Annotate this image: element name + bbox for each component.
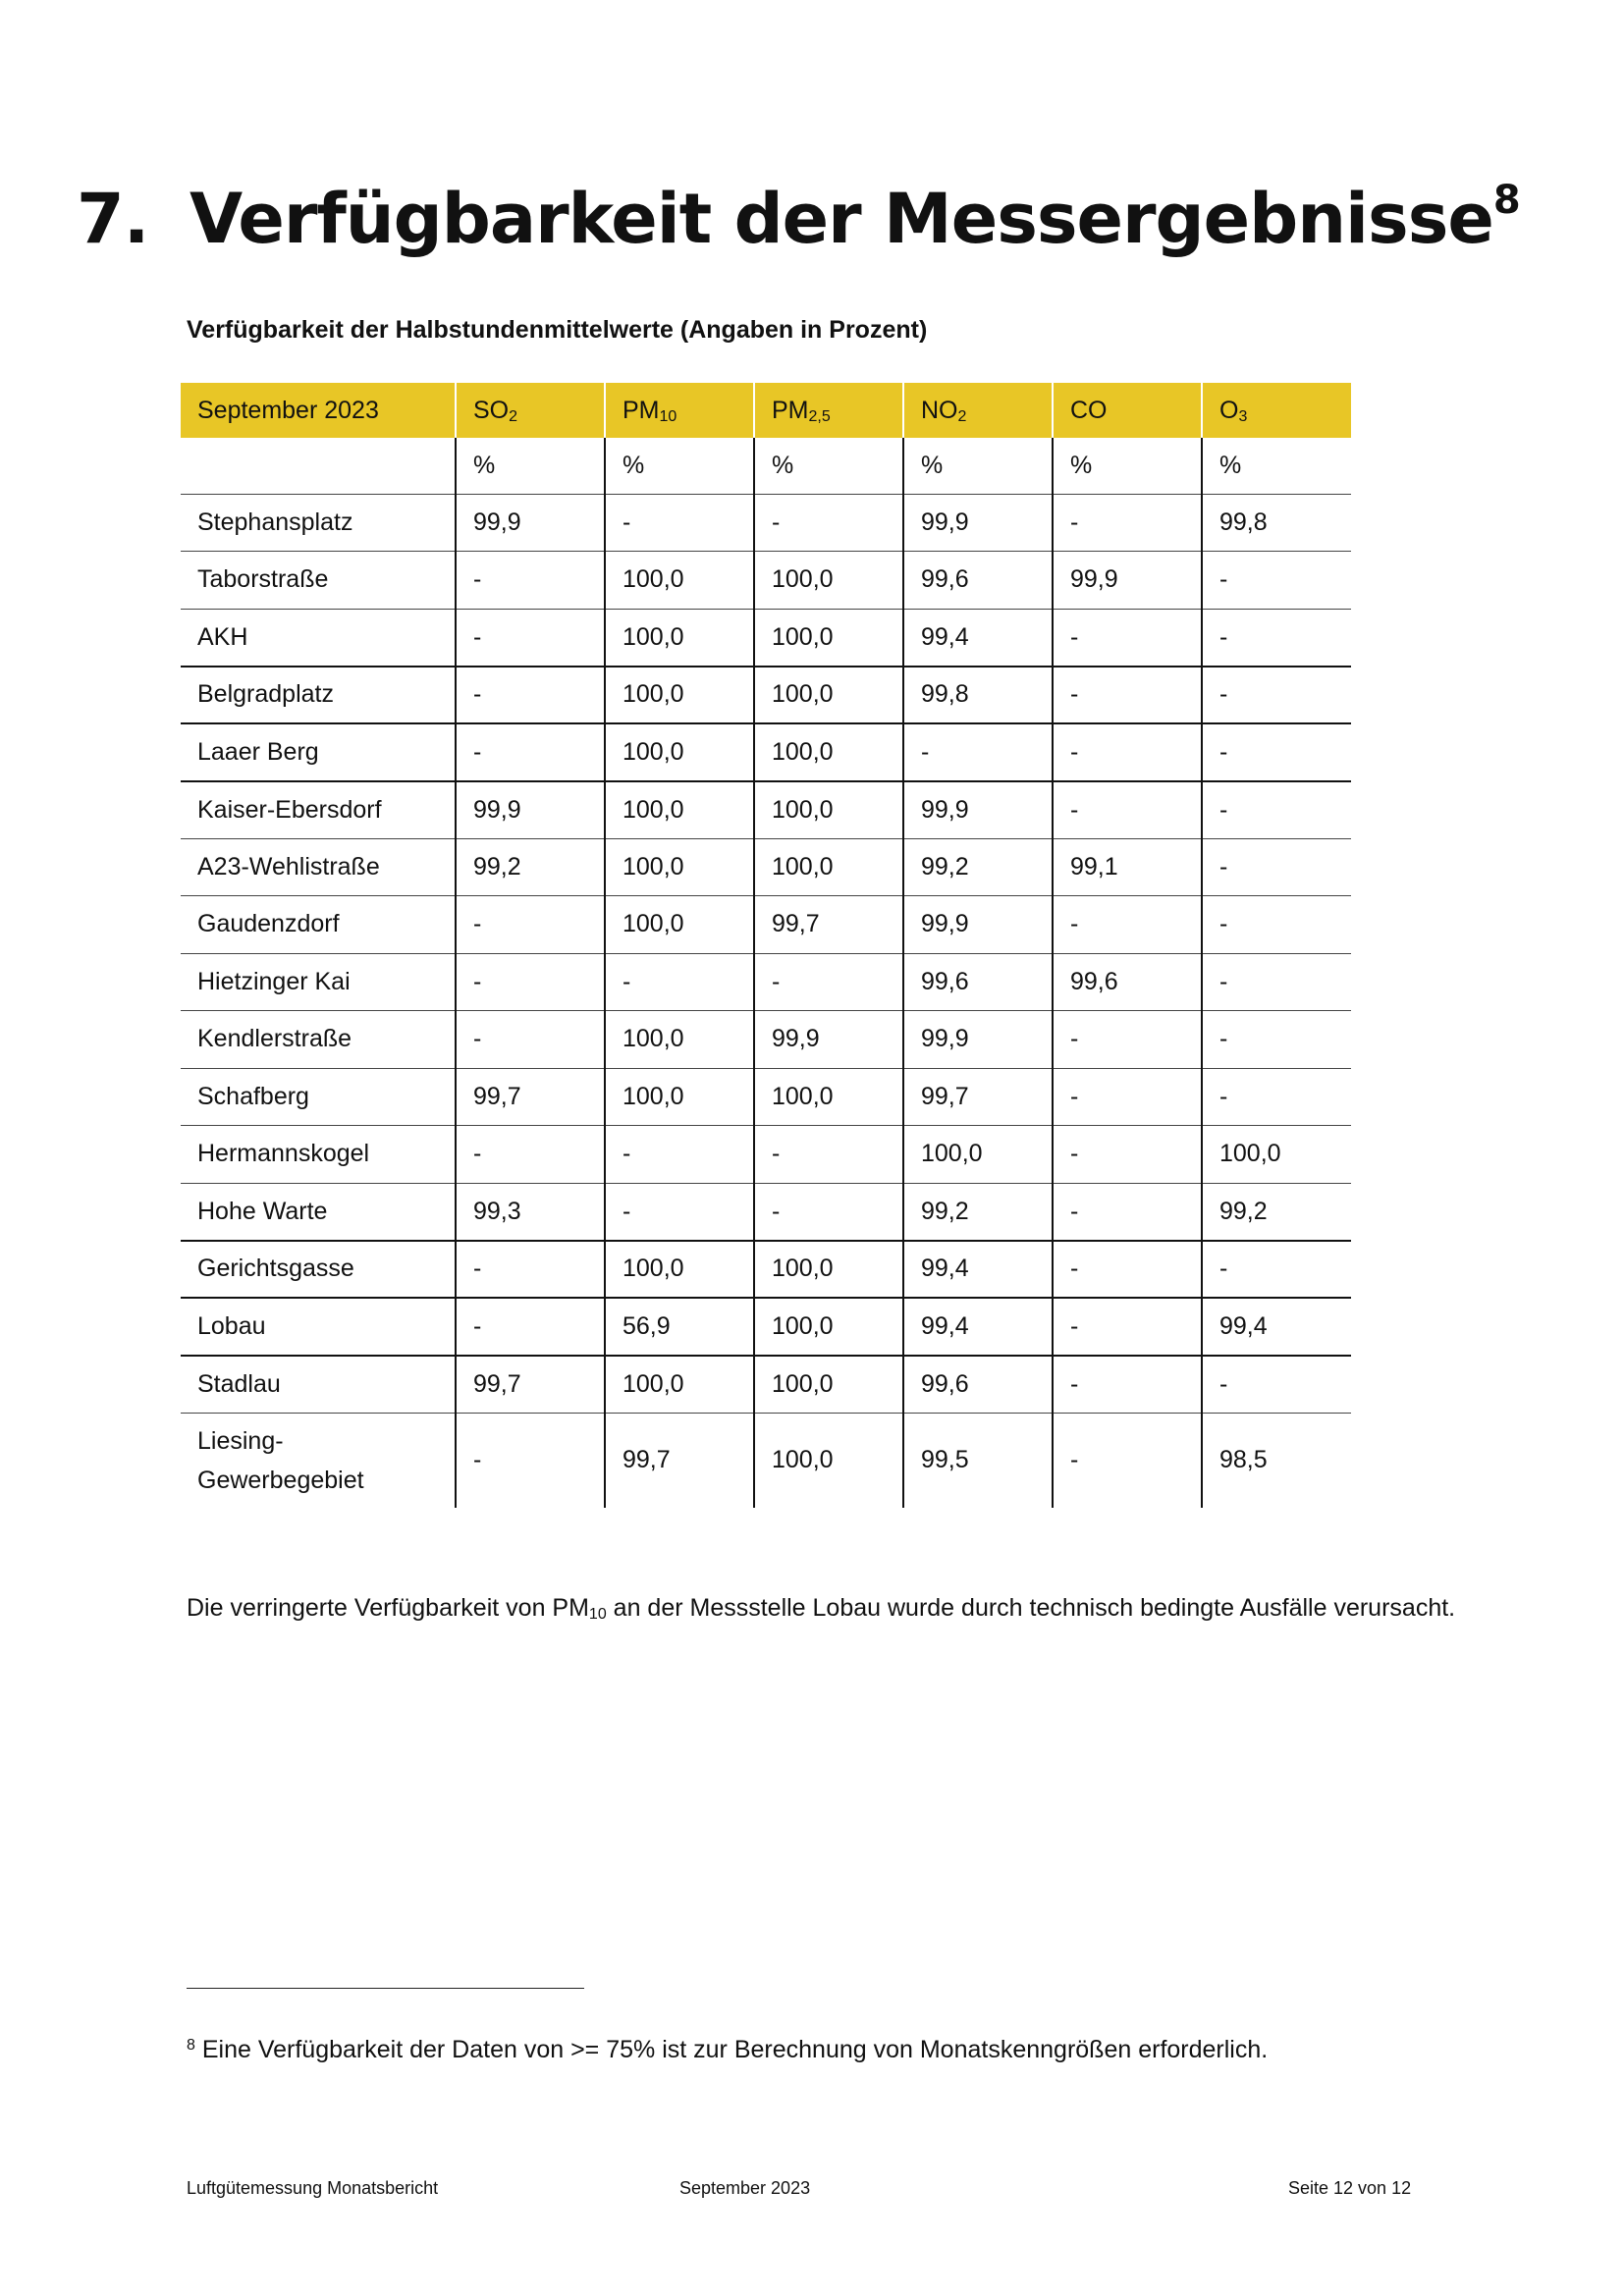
value-cell: - — [456, 723, 605, 781]
units-row — [181, 438, 1351, 494]
station-name: Stephansplatz — [197, 507, 353, 536]
table-row — [181, 1241, 1351, 1299]
value-cell: 99,7 — [456, 1356, 605, 1414]
value-cell: - — [1202, 552, 1351, 610]
station-name: Lobau — [197, 1311, 266, 1340]
value-cell: - — [1202, 896, 1351, 954]
value-cell: - — [456, 1126, 605, 1184]
value-cell: - — [456, 1413, 605, 1508]
value-cell: 99,9 — [1053, 552, 1202, 610]
section-title: Verfügbarkeit der Messergebnisse — [189, 179, 1493, 259]
value-cell: 100,0 — [754, 1356, 903, 1414]
value-cell: - — [1202, 1356, 1351, 1414]
value-cell: - — [605, 494, 754, 552]
value-cell: - — [1053, 609, 1202, 667]
header-co: CO — [1053, 383, 1202, 438]
footer-period: September 2023 — [679, 2178, 811, 2198]
station-name: Hohe Warte — [197, 1197, 328, 1225]
value-cell: - — [1202, 609, 1351, 667]
value-cell: - — [456, 609, 605, 667]
value-cell: - — [1053, 1241, 1202, 1299]
heading-footnote-ref: 8 — [1492, 177, 1520, 223]
value-cell: 99,7 — [456, 1068, 605, 1126]
value-cell: 100,0 — [605, 1068, 754, 1126]
value-cell: 99,9 — [456, 781, 605, 839]
value-cell: 100,0 — [754, 667, 903, 724]
footnote-text: Eine Verfügbarkeit der Daten von >= 75% ist zur Berechnung von Monatskenngrößen erforderlich. — [194, 2036, 1269, 2063]
value-cell: 99,5 — [903, 1413, 1053, 1508]
header-period: September 2023 — [197, 396, 379, 424]
header-pm10: $PM_{10}$ — [605, 383, 754, 438]
value-cell: - — [456, 1011, 605, 1069]
table-row — [181, 1126, 1351, 1184]
station-name: Stadlau — [197, 1369, 281, 1398]
value-cell: - — [1053, 1413, 1202, 1508]
unit-cell: % — [754, 438, 903, 494]
footer-page-number: Seite 12 von 12 — [1288, 2178, 1412, 2198]
station-name: Schafberg — [197, 1082, 309, 1110]
value-cell: 99,9 — [903, 781, 1053, 839]
value-cell: - — [1202, 1011, 1351, 1069]
value-cell: - — [456, 552, 605, 610]
table-caption: Verfügbarkeit der Halbstundenmittelwerte (Angaben in Prozent) — [187, 316, 928, 344]
value-cell: - — [1202, 1068, 1351, 1126]
value-cell: - — [903, 723, 1053, 781]
value-cell: - — [754, 1126, 903, 1184]
unit-cell: % — [1053, 438, 1202, 494]
value-cell: - — [456, 1241, 605, 1299]
value-cell: 100,0 — [754, 1241, 903, 1299]
table-row — [181, 494, 1351, 552]
unit-cell: % — [903, 438, 1053, 494]
value-cell: 99,7 — [754, 896, 903, 954]
value-cell: 99,2 — [903, 838, 1053, 896]
table-row — [181, 953, 1351, 1011]
unit-cell: % — [605, 438, 754, 494]
units-empty-cell — [181, 438, 456, 494]
station-name: A23-Wehlistraße — [197, 852, 380, 881]
station-name: Gaudenzdorf — [197, 910, 340, 938]
value-cell: 99,4 — [1202, 1298, 1351, 1356]
table-row — [181, 838, 1351, 896]
value-cell: - — [1053, 667, 1202, 724]
value-cell: - — [1202, 723, 1351, 781]
footnote-separator — [187, 1988, 584, 1989]
availability-note: Die verringerte Verfügbarkeit von $PM_{10}$ an der Messstelle Lobau wurde durch technisch bedingte Ausfälle verursacht. — [187, 1594, 1456, 1623]
station-name: Belgradplatz — [197, 680, 334, 709]
value-cell: - — [1053, 1068, 1202, 1126]
value-cell: - — [1053, 723, 1202, 781]
value-cell: 99,7 — [903, 1068, 1053, 1126]
value-cell: 100,0 — [605, 1356, 754, 1414]
value-cell: 100,0 — [754, 838, 903, 896]
header-pm25: $PM_{2,5}$ — [754, 383, 903, 438]
value-cell: 100,0 — [754, 723, 903, 781]
value-cell: 100,0 — [754, 1068, 903, 1126]
section-number: 7. — [77, 179, 149, 259]
value-cell: - — [456, 667, 605, 724]
value-cell: - — [754, 494, 903, 552]
page-heading — [77, 165, 1520, 273]
station-name: Gerichtsgasse — [197, 1255, 354, 1283]
header-row — [181, 383, 1351, 438]
table-row — [181, 1183, 1351, 1241]
value-cell: 99,8 — [903, 667, 1053, 724]
value-cell: 100,0 — [754, 1413, 903, 1508]
value-cell: 100,0 — [903, 1126, 1053, 1184]
value-cell: - — [1053, 1126, 1202, 1184]
value-cell: 99,6 — [903, 953, 1053, 1011]
station-name: Hermannskogel — [197, 1140, 370, 1168]
value-cell: 100,0 — [754, 609, 903, 667]
footnote — [187, 2032, 1268, 2067]
table-row — [181, 723, 1351, 781]
station-name: Taborstraße — [197, 565, 329, 594]
table-row — [181, 1413, 1351, 1508]
value-cell: 100,0 — [754, 552, 903, 610]
value-cell: - — [605, 1126, 754, 1184]
value-cell: - — [1202, 781, 1351, 839]
value-cell: - — [1202, 953, 1351, 1011]
value-cell: 99,2 — [456, 838, 605, 896]
value-cell: 99,4 — [903, 609, 1053, 667]
table-header — [181, 383, 1351, 438]
availability-table — [181, 383, 1351, 1508]
table-body — [181, 438, 1351, 1508]
value-cell: 99,6 — [903, 1356, 1053, 1414]
value-cell: 99,2 — [1202, 1183, 1351, 1241]
value-cell: - — [1053, 1356, 1202, 1414]
value-cell: 100,0 — [605, 781, 754, 839]
value-cell: 99,2 — [903, 1183, 1053, 1241]
value-cell: 100,0 — [605, 1241, 754, 1299]
unit-cell: % — [1202, 438, 1351, 494]
value-cell: - — [1202, 1241, 1351, 1299]
table-row — [181, 781, 1351, 839]
value-cell: - — [1053, 781, 1202, 839]
value-cell: 99,7 — [605, 1413, 754, 1508]
table-row — [181, 1298, 1351, 1356]
value-cell: 100,0 — [605, 552, 754, 610]
value-cell: 100,0 — [1202, 1126, 1351, 1184]
value-cell: - — [605, 1183, 754, 1241]
value-cell: 99,9 — [456, 494, 605, 552]
value-cell: - — [754, 953, 903, 1011]
value-cell: - — [1053, 896, 1202, 954]
value-cell: - — [456, 1298, 605, 1356]
station-name: Kendlerstraße — [197, 1025, 352, 1053]
unit-cell: % — [456, 438, 605, 494]
value-cell: - — [456, 953, 605, 1011]
value-cell: 99,4 — [903, 1241, 1053, 1299]
footer-report-name: Luftgütemessung Monatsbericht — [187, 2178, 439, 2198]
value-cell: 100,0 — [605, 667, 754, 724]
station-name: AKH — [197, 622, 248, 651]
header-o3: $O_3$ — [1202, 383, 1351, 438]
table-row — [181, 896, 1351, 954]
table-row — [181, 1068, 1351, 1126]
value-cell: 99,9 — [903, 896, 1053, 954]
value-cell: 100,0 — [605, 723, 754, 781]
station-name: Liesing-Gewerbegebiet — [197, 1426, 364, 1494]
value-cell: 99,9 — [754, 1011, 903, 1069]
footnote-marker: 8 — [187, 2037, 195, 2054]
value-cell: - — [1202, 838, 1351, 896]
value-cell: 56,9 — [605, 1298, 754, 1356]
value-cell: 99,9 — [903, 494, 1053, 552]
value-cell: - — [1053, 1298, 1202, 1356]
table-row — [181, 667, 1351, 724]
value-cell: - — [1053, 494, 1202, 552]
value-cell: 100,0 — [605, 1011, 754, 1069]
table-row — [181, 1356, 1351, 1414]
value-cell: 99,8 — [1202, 494, 1351, 552]
value-cell: 100,0 — [605, 896, 754, 954]
value-cell: - — [456, 896, 605, 954]
station-name: Kaiser-Ebersdorf — [197, 795, 382, 824]
value-cell: 99,6 — [1053, 953, 1202, 1011]
value-cell: 100,0 — [605, 838, 754, 896]
value-cell: 99,6 — [903, 552, 1053, 610]
value-cell: 98,5 — [1202, 1413, 1351, 1508]
header-so2: $SO_2$ — [456, 383, 605, 438]
value-cell: - — [605, 953, 754, 1011]
header-no2: $NO_2$ — [903, 383, 1053, 438]
value-cell: 100,0 — [754, 1298, 903, 1356]
table-row — [181, 1011, 1351, 1069]
value-cell: - — [1053, 1011, 1202, 1069]
value-cell: - — [1202, 667, 1351, 724]
value-cell: 100,0 — [605, 609, 754, 667]
value-cell: 99,4 — [903, 1298, 1053, 1356]
value-cell: 100,0 — [754, 781, 903, 839]
station-name: Hietzinger Kai — [197, 967, 351, 995]
value-cell: - — [754, 1183, 903, 1241]
station-name: Laaer Berg — [197, 737, 319, 766]
table-row — [181, 552, 1351, 610]
value-cell: 99,1 — [1053, 838, 1202, 896]
value-cell: 99,3 — [456, 1183, 605, 1241]
value-cell: 99,9 — [903, 1011, 1053, 1069]
value-cell: - — [1053, 1183, 1202, 1241]
table-row — [181, 609, 1351, 667]
